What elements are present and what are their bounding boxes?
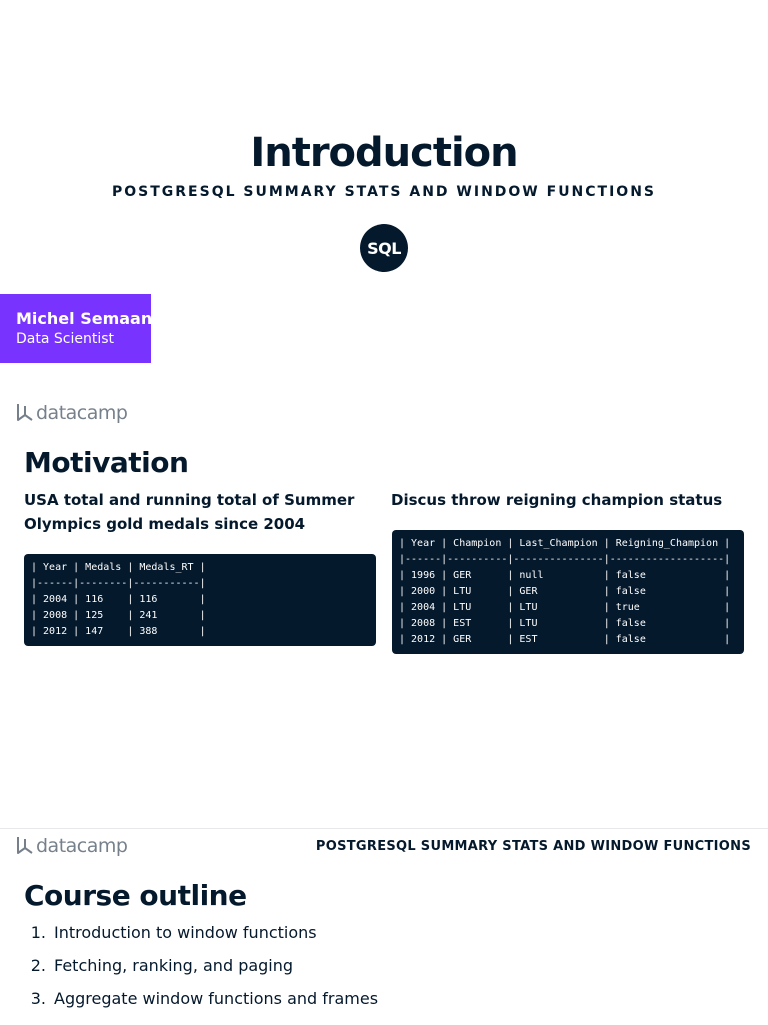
datacamp-logo-icon	[16, 402, 34, 424]
list-item	[24, 954, 378, 987]
motivation-heading: Motivation	[24, 446, 189, 479]
list-item-number: 1.	[30, 923, 46, 942]
datacamp-wordmark: datacamp	[36, 835, 128, 857]
left-caption	[24, 488, 354, 536]
list-item-number: 2.	[30, 956, 46, 975]
left-caption-line2: Olympics gold medals since 2004	[24, 515, 306, 533]
course-subtitle: POSTGRESQL SUMMARY STATS AND WINDOW FUNCTIONS	[111, 184, 657, 200]
list-item-text: Fetching, ranking, and paging	[54, 956, 294, 975]
champion-table: | Year | Champion | Last_Champion | Reigning_Champion | |------|----------|---------------|-------------------| | 1996 | GER | null | false | | 2000 | LTU | GER | false | | 2004 | LTU | LTU | true | | 2008 | EST | LTU | false | | 2012 | GER | EST | false |	[392, 530, 744, 654]
author-name: Michel Semaan	[16, 309, 153, 328]
left-caption-line1: USA total and running total of Summer	[24, 491, 355, 509]
list-item	[24, 987, 378, 1020]
slide-title: Introduction	[250, 130, 518, 176]
datacamp-logo	[16, 835, 127, 857]
author-role: Data Scientist	[16, 331, 114, 347]
course-header-title: POSTGRESQL SUMMARY STATS AND WINDOW FUNCTIONS	[315, 839, 751, 854]
list-item-text: Aggregate window functions and frames	[54, 989, 379, 1008]
datacamp-logo	[16, 402, 127, 424]
outline-list	[24, 921, 378, 1020]
list-item-number: 3.	[30, 989, 46, 1008]
right-caption: Discus throw reigning champion status	[391, 491, 723, 509]
motivation-slide	[0, 402, 768, 828]
outline-slide	[0, 828, 768, 1025]
sql-badge: SQL	[360, 224, 408, 272]
datacamp-logo-icon	[16, 835, 34, 857]
author-card	[0, 294, 151, 363]
list-item-text: Introduction to window functions	[54, 923, 317, 942]
title-slide	[0, 0, 768, 402]
medals-table: | Year | Medals | Medals_RT | |------|--------|-----------| | 2004 | 116 | 116 | | 2008 | 125 | 241 | | 2012 | 147 | 388 |	[24, 554, 376, 646]
datacamp-wordmark: datacamp	[36, 402, 128, 424]
list-item	[24, 921, 378, 954]
outline-heading: Course outline	[24, 879, 247, 912]
